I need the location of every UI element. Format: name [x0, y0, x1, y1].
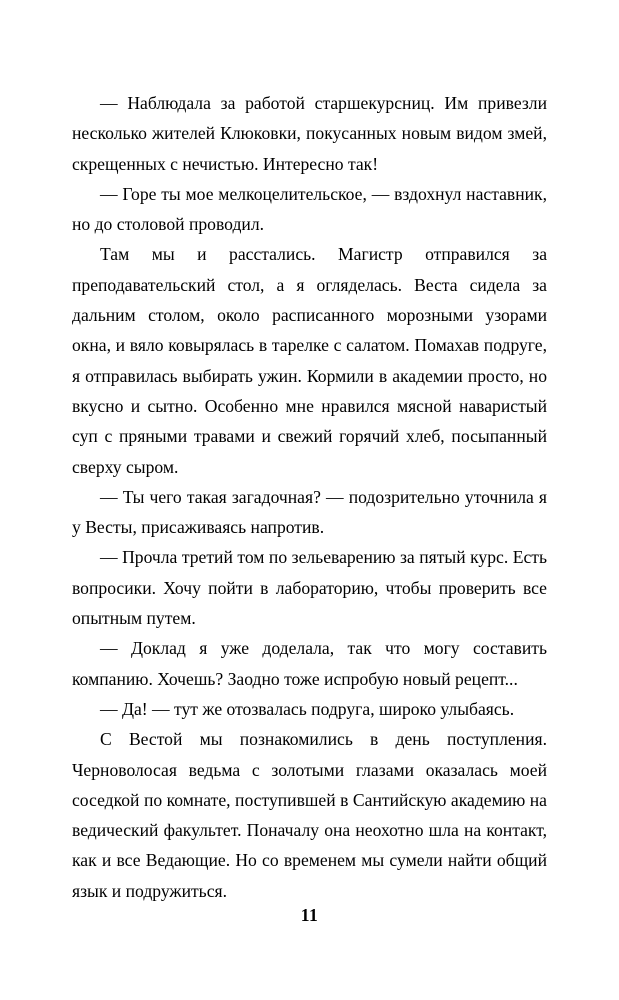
paragraph: — Доклад я уже доделала, так что могу составить компанию. Хочешь? Заодно тоже испробую новый рецепт... — [72, 638, 547, 689]
paragraph: — Прочла третий том по зельеварению за пятый курс. Есть вопросики. Хочу пойти в лабораторию, чтобы проверить все опытным путем. — [72, 547, 547, 629]
page-body-text — [72, 88, 547, 906]
page-number: 11 — [300, 905, 319, 925]
paragraph: — Ты чего такая загадочная? — подозрительно уточнила я у Весты, присаживаясь напротив. — [72, 486, 547, 538]
paragraph: — Наблюдала за работой старшекурсниц. Им привезли несколько жителей Клюковки, покусанных новым видом змей, скрещенных с нечистью. Интересно так! — [72, 93, 547, 174]
paragraph: Там мы и расстались. Магистр отправился за преподавательский стол, а я огляделась. Веста сидела за дальним столом, около расписанного морозными узорами окна, и вяло ковырялась в тарелке с салатом. Помахав подруге, я отправилась выбирать ужин. Кормили в академии просто, но вкусно и сытно. Особенно мне нравился мясной наваристый суп с пряными травами и свежий горячий хлеб, посыпанный сверху сыром. — [72, 244, 547, 477]
paragraph: — Горе ты мое мелкоцелительское, — вздохнул наставник, но до столовой проводил. — [72, 183, 547, 235]
paragraph: — Да! — тут же отозвалась подруга, широко улыбаясь. — [100, 698, 515, 719]
paragraph: С Вестой мы познакомились в день поступления. Черноволосая ведьма с золотыми глазами оказалась моей соседкой по комнате, поступившей в Сантийскую академию на ведический факультет. Поначалу она неохотно шла на контакт, как и все Ведающие. Но со временем мы сумели найти общий язык и подружиться. — [72, 729, 547, 901]
